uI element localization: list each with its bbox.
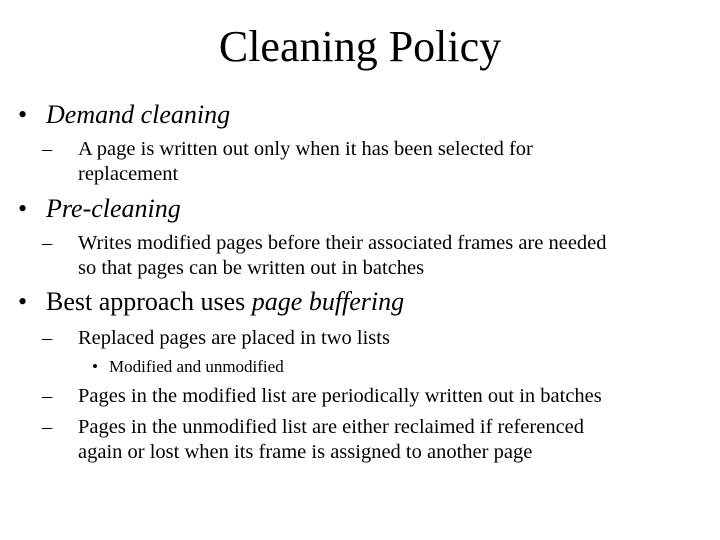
bullet-glyph: • — [18, 287, 28, 316]
sub-bullet-demand-description — [42, 137, 533, 187]
bullet-label-prefix: Best approach uses — [46, 287, 252, 316]
sub-bullet-unmodified-list — [42, 415, 584, 465]
dash-glyph: – — [42, 385, 53, 407]
sub-bullet-line: replacement — [78, 163, 179, 185]
sub-bullet-modified-list — [42, 384, 602, 409]
sub-sub-bullet-label: Modified and unmodified — [109, 357, 284, 376]
sub-bullet-line: Pages in the modified list are periodically written out in batches — [78, 385, 602, 407]
bullet-label — [46, 287, 404, 317]
dash-glyph: – — [42, 138, 53, 160]
bullet-label: Pre-cleaning — [46, 194, 181, 223]
sub-bullet-replaced-pages — [42, 326, 390, 351]
bullet-glyph: • — [18, 194, 28, 223]
bullet-label: Demand cleaning — [46, 100, 231, 129]
dash-glyph: – — [42, 232, 53, 254]
bullet-glyph: • — [18, 100, 28, 129]
sub-bullet-line: again or lost when its frame is assigned to another page — [78, 441, 533, 463]
sub-bullet-pre-description — [42, 231, 607, 281]
dash-glyph: – — [42, 416, 53, 438]
sub-bullet-line: so that pages can be written out in batches — [78, 257, 425, 279]
sub-bullet-line: A page is written out only when it has been selected for — [78, 138, 533, 160]
slide-title: Cleaning Policy — [218, 22, 502, 71]
sub-bullet-line: Replaced pages are placed in two lists — [78, 327, 390, 349]
bullet-label-emphasis: page buffering — [251, 287, 405, 316]
dash-glyph: – — [42, 327, 53, 349]
bullet-glyph: • — [92, 357, 98, 376]
sub-bullet-line: Pages in the unmodified list are either reclaimed if referenced — [78, 416, 585, 438]
sub-bullet-line: Writes modified pages before their associated frames are needed — [78, 232, 607, 254]
